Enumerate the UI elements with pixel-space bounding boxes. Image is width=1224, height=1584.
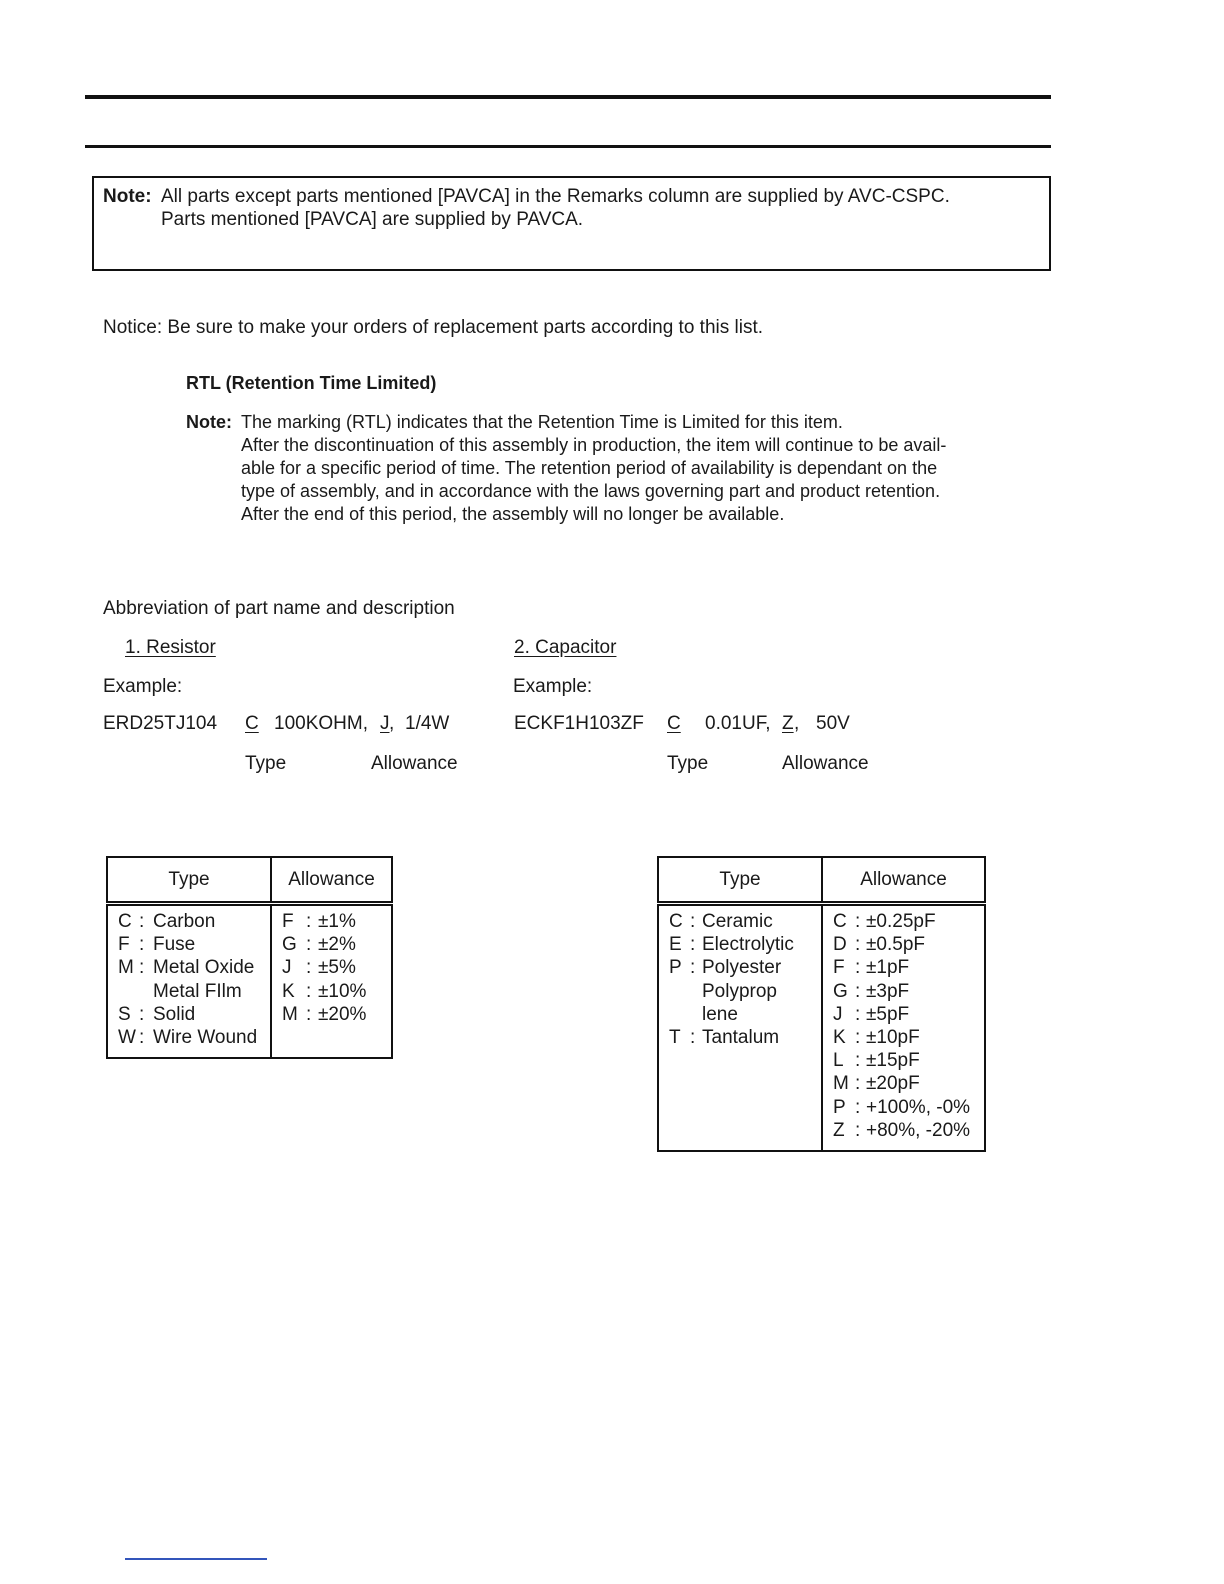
rtl-line-1: The marking (RTL) indicates that the Retention Time is Limited for this item. bbox=[241, 412, 843, 432]
table-header-row bbox=[658, 857, 985, 904]
list-item: K : ±10% bbox=[282, 980, 367, 1002]
list-item: W : Wire Wound bbox=[118, 1027, 258, 1049]
list-item: C : Carbon bbox=[118, 911, 216, 932]
capacitor-type-label: Type bbox=[667, 753, 709, 774]
resistor-rating: 1/4W bbox=[405, 713, 450, 734]
list-item: L : ±15pF bbox=[833, 1050, 920, 1072]
abbreviation-heading: Abbreviation of part name and description bbox=[103, 598, 455, 619]
list-item: P : Polyester bbox=[669, 957, 782, 979]
footer-link-underline bbox=[125, 1558, 267, 1560]
list-item: F : ±1pF bbox=[833, 957, 910, 979]
resistor-code-table bbox=[106, 856, 393, 1059]
resistor-type-code: C bbox=[245, 713, 259, 734]
note-line-1: All parts except parts mentioned [PAVCA] in the Remarks column are supplied by AVC-CSPC. bbox=[161, 186, 950, 207]
resistor-example-label: Example: bbox=[103, 676, 183, 697]
table-header-row bbox=[107, 857, 392, 904]
capacitor-type-list bbox=[658, 904, 822, 1152]
note-line-2: Parts mentioned [PAVCA] are supplied by PAVCA. bbox=[161, 209, 584, 230]
rtl-line-4: type of assembly, and in accordance with the laws governing part and product retention. bbox=[241, 481, 941, 501]
capacitor-allowance-code: Z bbox=[782, 713, 794, 734]
list-item: C : ±0.25pF bbox=[833, 911, 936, 932]
list-item: Z : +80%, -20% bbox=[833, 1119, 971, 1141]
list-item: C : Ceramic bbox=[669, 911, 773, 932]
table-row bbox=[658, 904, 985, 1152]
rtl-line-3: able for a specific period of time. The retention period of availability is dependant on the bbox=[241, 458, 938, 478]
resistor-type-label: Type bbox=[245, 753, 287, 774]
note-label: Note: bbox=[103, 186, 152, 207]
list-item: P : +100%, -0% bbox=[833, 1096, 971, 1118]
resistor-part-number: ERD25TJ104 bbox=[103, 713, 218, 734]
column-header-type: Type bbox=[658, 857, 822, 904]
rtl-line-5: After the end of this period, the assembly will no longer be available. bbox=[241, 504, 785, 524]
column-header-allowance: Allowance bbox=[271, 857, 392, 904]
list-item: Metal FIlm bbox=[153, 980, 242, 1002]
list-item: F : ±1% bbox=[282, 911, 356, 932]
list-item: S : Solid bbox=[118, 1003, 196, 1025]
column-header-type: Type bbox=[107, 857, 271, 904]
capacitor-example-label: Example: bbox=[513, 676, 593, 697]
list-item: G : ±3pF bbox=[833, 980, 910, 1002]
list-item: T : Tantalum bbox=[669, 1027, 780, 1049]
resistor-allowance-label: Allowance bbox=[371, 753, 458, 774]
capacitor-allowance-list bbox=[822, 904, 985, 1152]
capacitor-title: 2. Capacitor bbox=[514, 637, 617, 658]
capacitor-part-number: ECKF1H103ZF bbox=[514, 713, 644, 734]
list-item: D : ±0.5pF bbox=[833, 934, 926, 956]
top-rule bbox=[85, 95, 1051, 99]
list-item: lene bbox=[702, 1003, 738, 1025]
resistor-value: 100KOHM, bbox=[274, 713, 368, 734]
capacitor-code-table bbox=[657, 856, 986, 1152]
header-rule bbox=[85, 145, 1051, 148]
list-item: M : ±20pF bbox=[833, 1073, 920, 1095]
resistor-type-list bbox=[107, 904, 271, 1059]
list-item: F : Fuse bbox=[118, 934, 196, 956]
list-item: M : Metal Oxide bbox=[118, 957, 255, 979]
list-item: G : ±2% bbox=[282, 934, 356, 956]
rtl-note-label: Note: bbox=[186, 412, 232, 432]
resistor-allowance-code: J bbox=[380, 713, 390, 734]
list-item: E : Electrolytic bbox=[669, 934, 794, 956]
list-item: J : ±5% bbox=[282, 957, 356, 979]
column-header-allowance: Allowance bbox=[822, 857, 985, 904]
capacitor-value: 0.01UF, bbox=[705, 713, 771, 734]
capacitor-rating: 50V bbox=[816, 713, 850, 734]
resistor-title: 1. Resistor bbox=[125, 637, 216, 658]
list-item: M : ±20% bbox=[282, 1003, 367, 1025]
capacitor-type-code: C bbox=[667, 713, 681, 734]
resistor-comma: , bbox=[389, 713, 395, 734]
list-item: Polyprop bbox=[702, 980, 777, 1002]
list-item: J : ±5pF bbox=[833, 1003, 910, 1025]
capacitor-allowance-label: Allowance bbox=[782, 753, 869, 774]
table-row bbox=[107, 904, 392, 1059]
notice-text: Notice: Be sure to make your orders of replacement parts according to this list. bbox=[103, 317, 764, 338]
list-item: K : ±10pF bbox=[833, 1027, 920, 1049]
capacitor-comma: , bbox=[794, 713, 800, 734]
resistor-allowance-list bbox=[271, 904, 392, 1059]
rtl-heading: RTL (Retention Time Limited) bbox=[186, 373, 437, 393]
rtl-line-2: After the discontinuation of this assembly in production, the item will continue to be avail- bbox=[241, 435, 947, 455]
